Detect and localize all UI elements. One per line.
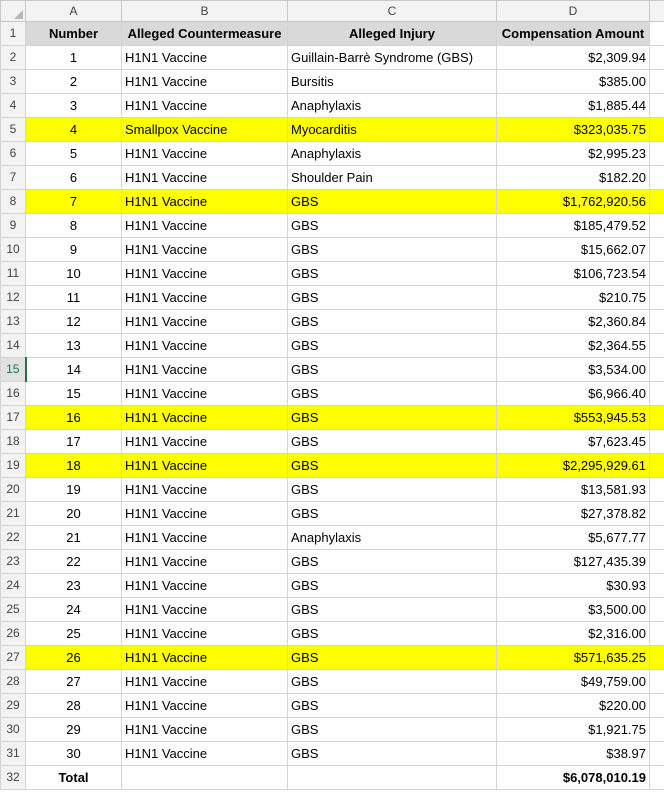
cell-injury[interactable]: GBS — [288, 550, 497, 574]
table-row — [1, 454, 664, 478]
table-row — [1, 286, 664, 310]
cell-number[interactable]: 23 — [26, 574, 122, 598]
cell-injury[interactable]: GBS — [288, 694, 497, 718]
table-row — [1, 478, 664, 502]
cell-number[interactable]: 7 — [26, 190, 122, 214]
cell-injury[interactable]: Guillain-Barrè Syndrome (GBS) — [288, 46, 497, 70]
cell-number[interactable]: 26 — [26, 646, 122, 670]
cell-injury[interactable]: GBS — [288, 238, 497, 262]
empty-cell[interactable] — [650, 646, 664, 670]
cell-amount[interactable]: $2,364.55 — [497, 334, 650, 358]
empty-cell[interactable] — [650, 454, 664, 478]
cell-countermeasure[interactable]: H1N1 Vaccine — [122, 478, 288, 502]
cell-number[interactable]: 8 — [26, 214, 122, 238]
cell-countermeasure[interactable]: H1N1 Vaccine — [122, 70, 288, 94]
cell-amount[interactable]: $106,723.54 — [497, 262, 650, 286]
cell-countermeasure[interactable]: H1N1 Vaccine — [122, 502, 288, 526]
cell-injury[interactable]: GBS — [288, 502, 497, 526]
cell-amount[interactable]: $3,500.00 — [497, 598, 650, 622]
cell-countermeasure[interactable]: H1N1 Vaccine — [122, 94, 288, 118]
row-number[interactable]: 5 — [1, 118, 26, 142]
cell-number[interactable]: 28 — [26, 694, 122, 718]
cell-injury[interactable]: GBS — [288, 382, 497, 406]
cell-number[interactable]: 4 — [26, 118, 122, 142]
cell-amount[interactable]: $2,360.84 — [497, 310, 650, 334]
cell-injury[interactable]: GBS — [288, 718, 497, 742]
cell-injury[interactable]: GBS — [288, 670, 497, 694]
empty-cell[interactable] — [650, 526, 664, 550]
cell-countermeasure[interactable]: H1N1 Vaccine — [122, 262, 288, 286]
column-header-e[interactable] — [650, 1, 664, 22]
header-number[interactable]: Number — [26, 22, 122, 46]
cell-injury[interactable]: GBS — [288, 622, 497, 646]
empty-cell[interactable] — [650, 214, 664, 238]
empty-cell[interactable] — [650, 550, 664, 574]
cell-amount[interactable]: $27,378.82 — [497, 502, 650, 526]
cell-injury[interactable]: GBS — [288, 310, 497, 334]
table-row — [1, 190, 664, 214]
row-number[interactable]: 26 — [1, 622, 26, 646]
cell-amount[interactable]: $220.00 — [497, 694, 650, 718]
table-row — [1, 622, 664, 646]
empty-cell[interactable] — [650, 22, 664, 46]
table-row — [1, 142, 664, 166]
empty-cell[interactable] — [650, 286, 664, 310]
cell-injury[interactable]: GBS — [288, 598, 497, 622]
cell-countermeasure[interactable]: H1N1 Vaccine — [122, 46, 288, 70]
cell-amount[interactable]: $38.97 — [497, 742, 650, 766]
cell-countermeasure[interactable]: H1N1 Vaccine — [122, 718, 288, 742]
cell-number[interactable]: 5 — [26, 142, 122, 166]
row-number[interactable]: 1 — [1, 22, 26, 46]
cell-number[interactable]: 1 — [26, 46, 122, 70]
cell-amount[interactable]: $1,885.44 — [497, 94, 650, 118]
cell-amount[interactable]: $3,534.00 — [497, 358, 650, 382]
cell-amount[interactable]: $30.93 — [497, 574, 650, 598]
cell-number[interactable]: 25 — [26, 622, 122, 646]
cell-amount[interactable]: $185,479.52 — [497, 214, 650, 238]
table-row — [1, 310, 664, 334]
cell-injury[interactable]: Bursitis — [288, 70, 497, 94]
row-number[interactable]: 13 — [1, 310, 26, 334]
cell-amount[interactable]: $323,035.75 — [497, 118, 650, 142]
cell-number[interactable]: 20 — [26, 502, 122, 526]
empty-cell[interactable] — [650, 574, 664, 598]
table-row — [1, 430, 664, 454]
cell-amount[interactable]: $210.75 — [497, 286, 650, 310]
empty-cell[interactable] — [650, 478, 664, 502]
cell-injury[interactable]: GBS — [288, 262, 497, 286]
cell-number[interactable]: 6 — [26, 166, 122, 190]
table-row — [1, 46, 664, 70]
cell-number[interactable]: 17 — [26, 430, 122, 454]
empty-cell[interactable] — [650, 118, 664, 142]
cell-amount[interactable]: $13,581.93 — [497, 478, 650, 502]
empty-cell[interactable] — [650, 334, 664, 358]
cell-injury[interactable]: GBS — [288, 286, 497, 310]
empty-cell[interactable] — [650, 598, 664, 622]
cell-countermeasure[interactable]: H1N1 Vaccine — [122, 454, 288, 478]
row-number[interactable]: 3 — [1, 70, 26, 94]
empty-cell[interactable] — [650, 742, 664, 766]
cell-countermeasure[interactable]: H1N1 Vaccine — [122, 622, 288, 646]
table-row — [1, 382, 664, 406]
cell-injury[interactable]: Shoulder Pain — [288, 166, 497, 190]
column-header-b[interactable]: B — [122, 1, 288, 22]
row-number[interactable]: 2 — [1, 46, 26, 70]
cell-countermeasure[interactable]: Smallpox Vaccine — [122, 118, 288, 142]
row-number[interactable]: 18 — [1, 430, 26, 454]
cell-number[interactable]: 15 — [26, 382, 122, 406]
table-row — [1, 574, 664, 598]
cell-injury[interactable]: GBS — [288, 334, 497, 358]
cell-amount[interactable]: $2,316.00 — [497, 622, 650, 646]
table-row — [1, 334, 664, 358]
cell-countermeasure[interactable]: H1N1 Vaccine — [122, 142, 288, 166]
table-row — [1, 742, 664, 766]
row-number[interactable]: 15 — [1, 358, 26, 382]
select-all-corner[interactable] — [1, 1, 26, 22]
cell-injury[interactable]: GBS — [288, 430, 497, 454]
table-row — [1, 550, 664, 574]
row-number[interactable]: 32 — [1, 766, 26, 790]
empty-cell[interactable] — [650, 670, 664, 694]
table-row — [1, 598, 664, 622]
cell-injury[interactable]: Anaphylaxis — [288, 142, 497, 166]
cell-countermeasure[interactable]: H1N1 Vaccine — [122, 694, 288, 718]
cell-injury[interactable]: Anaphylaxis — [288, 94, 497, 118]
cell-amount[interactable]: $5,677.77 — [497, 526, 650, 550]
cell-injury[interactable]: Anaphylaxis — [288, 526, 497, 550]
row-number[interactable]: 28 — [1, 670, 26, 694]
table-row — [1, 406, 664, 430]
cell-amount[interactable]: $7,623.45 — [497, 430, 650, 454]
cell-countermeasure[interactable]: H1N1 Vaccine — [122, 238, 288, 262]
cell-amount[interactable]: $1,921.75 — [497, 718, 650, 742]
empty-cell[interactable] — [650, 718, 664, 742]
cell-number[interactable]: 21 — [26, 526, 122, 550]
empty-cell[interactable] — [650, 382, 664, 406]
row-number[interactable]: 27 — [1, 646, 26, 670]
row-number[interactable]: 24 — [1, 574, 26, 598]
cell-number[interactable]: 11 — [26, 286, 122, 310]
column-header-c[interactable]: C — [288, 1, 497, 22]
empty-cell[interactable] — [650, 262, 664, 286]
cell-number[interactable]: 2 — [26, 70, 122, 94]
table-row — [1, 718, 664, 742]
cell-number[interactable]: 16 — [26, 406, 122, 430]
cell-injury[interactable]: GBS — [288, 454, 497, 478]
empty-cell[interactable] — [650, 694, 664, 718]
table-row — [1, 118, 664, 142]
cell-number[interactable]: 3 — [26, 94, 122, 118]
cell-countermeasure[interactable]: H1N1 Vaccine — [122, 358, 288, 382]
cell-amount[interactable]: $49,759.00 — [497, 670, 650, 694]
row-number[interactable]: 31 — [1, 742, 26, 766]
row-number[interactable]: 6 — [1, 142, 26, 166]
cell-number[interactable]: 18 — [26, 454, 122, 478]
cell-amount[interactable]: $2,295,929.61 — [497, 454, 650, 478]
table-row — [1, 670, 664, 694]
row-number[interactable]: 12 — [1, 286, 26, 310]
empty-cell[interactable] — [288, 766, 497, 790]
cell-injury[interactable]: GBS — [288, 214, 497, 238]
empty-cell[interactable] — [650, 430, 664, 454]
cell-countermeasure[interactable]: H1N1 Vaccine — [122, 598, 288, 622]
cell-amount[interactable]: $127,435.39 — [497, 550, 650, 574]
cell-amount[interactable]: $1,762,920.56 — [497, 190, 650, 214]
table-row — [1, 502, 664, 526]
cell-amount[interactable]: $553,945.53 — [497, 406, 650, 430]
total-row — [1, 766, 664, 790]
cell-amount[interactable]: $385.00 — [497, 70, 650, 94]
empty-cell[interactable] — [650, 142, 664, 166]
cell-countermeasure[interactable]: H1N1 Vaccine — [122, 526, 288, 550]
cell-injury[interactable]: GBS — [288, 190, 497, 214]
empty-cell[interactable] — [650, 46, 664, 70]
empty-cell[interactable] — [650, 166, 664, 190]
cell-number[interactable]: 27 — [26, 670, 122, 694]
table-row — [1, 526, 664, 550]
row-number[interactable]: 14 — [1, 334, 26, 358]
cell-countermeasure[interactable]: H1N1 Vaccine — [122, 190, 288, 214]
header-injury[interactable]: Alleged Injury — [288, 22, 497, 46]
cell-countermeasure[interactable]: H1N1 Vaccine — [122, 574, 288, 598]
cell-countermeasure[interactable]: H1N1 Vaccine — [122, 742, 288, 766]
row-number[interactable]: 22 — [1, 526, 26, 550]
column-header-d[interactable]: D — [497, 1, 650, 22]
empty-cell[interactable] — [650, 310, 664, 334]
table-row — [1, 358, 664, 382]
cell-number[interactable]: 9 — [26, 238, 122, 262]
row-number[interactable]: 23 — [1, 550, 26, 574]
cell-number[interactable]: 13 — [26, 334, 122, 358]
total-label[interactable]: Total — [26, 766, 122, 790]
header-countermeasure[interactable]: Alleged Countermeasure — [122, 22, 288, 46]
total-amount[interactable]: $6,078,010.19 — [497, 766, 650, 790]
empty-cell[interactable] — [650, 406, 664, 430]
table-row — [1, 70, 664, 94]
empty-cell[interactable] — [122, 766, 288, 790]
empty-cell[interactable] — [650, 190, 664, 214]
cell-injury[interactable]: Myocarditis — [288, 118, 497, 142]
table-row — [1, 238, 664, 262]
cell-amount[interactable]: $182.20 — [497, 166, 650, 190]
cell-number[interactable]: 22 — [26, 550, 122, 574]
select-all-triangle-icon — [14, 10, 23, 19]
table-row — [1, 166, 664, 190]
cell-countermeasure[interactable]: H1N1 Vaccine — [122, 382, 288, 406]
cell-amount[interactable]: $571,635.25 — [497, 646, 650, 670]
column-header-row — [1, 1, 664, 22]
row-number[interactable]: 10 — [1, 238, 26, 262]
cell-injury[interactable]: GBS — [288, 358, 497, 382]
row-number[interactable]: 9 — [1, 214, 26, 238]
cell-countermeasure[interactable]: H1N1 Vaccine — [122, 670, 288, 694]
header-compensation[interactable]: Compensation Amount — [497, 22, 650, 46]
cell-countermeasure[interactable]: H1N1 Vaccine — [122, 214, 288, 238]
cell-amount[interactable]: $2,995.23 — [497, 142, 650, 166]
cell-countermeasure[interactable]: H1N1 Vaccine — [122, 286, 288, 310]
empty-cell[interactable] — [650, 238, 664, 262]
row-number[interactable]: 25 — [1, 598, 26, 622]
column-header-a[interactable]: A — [26, 1, 122, 22]
cell-number[interactable]: 30 — [26, 742, 122, 766]
cell-number[interactable]: 29 — [26, 718, 122, 742]
cell-number[interactable]: 14 — [26, 358, 122, 382]
table-row — [1, 694, 664, 718]
table-row — [1, 214, 664, 238]
row-number[interactable]: 4 — [1, 94, 26, 118]
cell-injury[interactable]: GBS — [288, 646, 497, 670]
cell-amount[interactable]: $2,309.94 — [497, 46, 650, 70]
cell-number[interactable]: 24 — [26, 598, 122, 622]
cell-countermeasure[interactable]: H1N1 Vaccine — [122, 550, 288, 574]
cell-injury[interactable]: GBS — [288, 574, 497, 598]
empty-cell[interactable] — [650, 94, 664, 118]
row-number[interactable]: 11 — [1, 262, 26, 286]
cell-injury[interactable]: GBS — [288, 478, 497, 502]
cell-countermeasure[interactable]: H1N1 Vaccine — [122, 406, 288, 430]
cell-countermeasure[interactable]: H1N1 Vaccine — [122, 310, 288, 334]
cell-countermeasure[interactable]: H1N1 Vaccine — [122, 430, 288, 454]
cell-injury[interactable]: GBS — [288, 742, 497, 766]
row-number[interactable]: 16 — [1, 382, 26, 406]
cell-countermeasure[interactable]: H1N1 Vaccine — [122, 334, 288, 358]
cell-countermeasure[interactable]: H1N1 Vaccine — [122, 166, 288, 190]
table-row — [1, 94, 664, 118]
cell-amount[interactable]: $6,966.40 — [497, 382, 650, 406]
empty-cell[interactable] — [650, 766, 664, 790]
empty-cell[interactable] — [650, 502, 664, 526]
row-number[interactable]: 21 — [1, 502, 26, 526]
cell-amount[interactable]: $15,662.07 — [497, 238, 650, 262]
cell-injury[interactable]: GBS — [288, 406, 497, 430]
row-number[interactable]: 7 — [1, 166, 26, 190]
cell-number[interactable]: 19 — [26, 478, 122, 502]
cell-number[interactable]: 10 — [26, 262, 122, 286]
cell-number[interactable]: 12 — [26, 310, 122, 334]
table-header-row — [1, 22, 664, 46]
row-number[interactable]: 8 — [1, 190, 26, 214]
cell-countermeasure[interactable]: H1N1 Vaccine — [122, 646, 288, 670]
row-number[interactable]: 29 — [1, 694, 26, 718]
row-number[interactable]: 30 — [1, 718, 26, 742]
empty-cell[interactable] — [650, 358, 664, 382]
row-number[interactable]: 19 — [1, 454, 26, 478]
row-number[interactable]: 17 — [1, 406, 26, 430]
row-number[interactable]: 20 — [1, 478, 26, 502]
table-row — [1, 646, 664, 670]
table-row — [1, 262, 664, 286]
empty-cell[interactable] — [650, 70, 664, 94]
empty-cell[interactable] — [650, 622, 664, 646]
